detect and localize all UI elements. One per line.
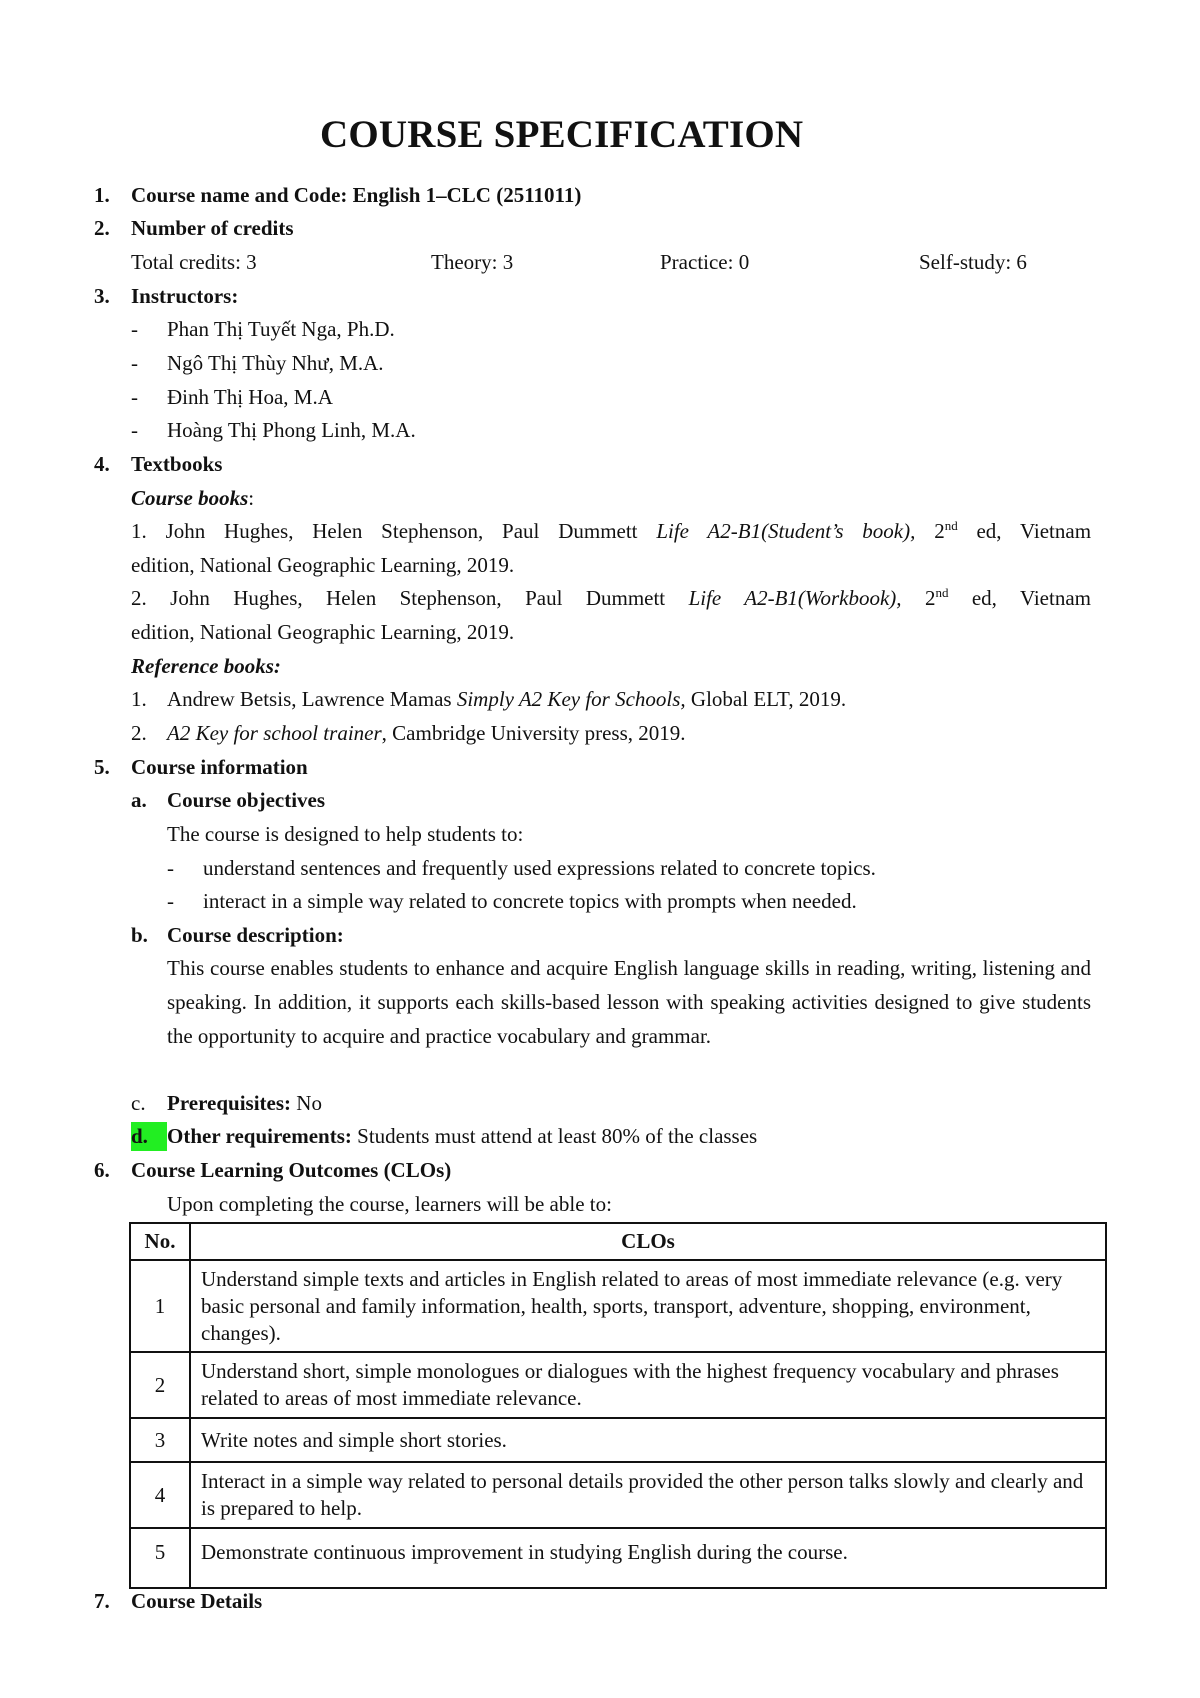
table-header-row <box>130 1223 1106 1260</box>
instructor-item: Hoàng Thị Phong Linh, M.A. <box>167 418 416 442</box>
instructor-item: Đinh Thị Hoa, M.A <box>167 385 333 409</box>
section-7-number: 7. <box>94 1589 110 1613</box>
clo-text: Understand simple texts and articles in English related to areas of most immediate relevance (e.g. very basic personal and family information, health, sports, transport, adventure, shopping, environment, changes). <box>190 1260 1106 1352</box>
instructor-dash: - <box>131 317 138 341</box>
section-4-heading: Textbooks <box>131 452 223 476</box>
reference-book-1-number: 1. <box>131 687 147 711</box>
course-book-1-number: 1. <box>131 519 147 543</box>
course-book-2-edition-suffix: nd <box>935 585 949 600</box>
credits-practice: Practice: 0 <box>660 250 750 274</box>
clo-text: Interact in a simple way related to personal details provided the other person talks slowly and clearly and is prepared to help. <box>190 1462 1106 1528</box>
clo-number: 5 <box>130 1528 190 1588</box>
clo-text: Write notes and simple short stories. <box>190 1418 1106 1462</box>
other-requirements-label: Other requirements: <box>167 1124 352 1148</box>
prerequisites-line <box>167 1089 322 1118</box>
course-book-2-line-2: edition, National Geographic Learning, 2019. <box>131 620 515 644</box>
instructor-dash: - <box>131 418 138 442</box>
subsection-a-heading: Course objectives <box>167 788 326 812</box>
reference-book-2 <box>167 719 686 748</box>
instructor-item: Ngô Thị Thùy Như, M.A. <box>167 351 384 375</box>
clo-text: Understand short, simple monologues or dialogues with the highest frequency vocabulary and phrases related to areas of most immediate relevance. <box>190 1352 1106 1418</box>
reference-books-label: Reference books: <box>131 654 281 678</box>
course-book-1-rest: ed, Vietnam <box>957 519 1092 543</box>
course-book-1-authors: John Hughes, Helen Stephenson, Paul Dummett <box>165 519 638 543</box>
objective-item: interact in a simple way related to concrete topics with prompts when needed. <box>203 889 857 913</box>
clo-number: 2 <box>130 1352 190 1418</box>
reference-book-2-number: 2. <box>131 721 147 745</box>
credits-self-study: Self-study: 6 <box>919 250 1027 274</box>
section-5-heading: Course information <box>131 755 308 779</box>
course-book-1-line-1 <box>131 517 1091 546</box>
table-row <box>130 1462 1106 1528</box>
credits-theory: Theory: 3 <box>431 250 514 274</box>
other-requirements-value: Students must attend at least 80% of the classes <box>351 1124 758 1148</box>
course-book-2-edition: 2 <box>924 586 936 610</box>
subsection-a-letter: a. <box>131 788 147 812</box>
subsection-c-letter: c. <box>131 1091 146 1115</box>
section-3-heading: Instructors: <box>131 284 239 308</box>
course-book-2-line-1 <box>131 584 1091 613</box>
clo-number: 3 <box>130 1418 190 1462</box>
section-2-heading: Number of credits <box>131 216 294 240</box>
section-1-number: 1. <box>94 183 110 207</box>
other-requirements-line <box>167 1122 757 1151</box>
reference-book-1 <box>167 685 846 714</box>
section-6-number: 6. <box>94 1158 110 1182</box>
subsection-b-heading: Course description: <box>167 923 344 947</box>
prerequisites-label: Prerequisites: <box>167 1091 292 1115</box>
reference-book-1-title: Simply A2 Key for Schools, <box>456 687 686 711</box>
section-4-number: 4. <box>94 452 110 476</box>
clo-number: 1 <box>130 1260 190 1352</box>
course-books-label <box>131 484 254 513</box>
table-header-clos: CLOs <box>190 1223 1106 1260</box>
course-book-2-rest: ed, Vietnam <box>948 586 1091 610</box>
course-books-label-text: Course books <box>131 486 249 510</box>
reference-book-1-rest: Global ELT, 2019. <box>685 687 847 711</box>
objective-dash: - <box>167 856 174 880</box>
instructor-item: Phan Thị Tuyết Nga, Ph.D. <box>167 317 395 341</box>
objective-dash: - <box>167 889 174 913</box>
section-7-heading: Course Details <box>131 1589 263 1613</box>
course-book-2-title: Life A2-B1(Workbook), <box>688 586 902 610</box>
subsection-b-letter: b. <box>131 923 148 947</box>
table-row <box>130 1352 1106 1418</box>
subsection-d-letter: d. <box>131 1122 167 1151</box>
course-books-colon: : <box>248 486 255 510</box>
course-book-1-line-2: edition, National Geographic Learning, 2019. <box>131 553 515 577</box>
course-book-1-title: Life A2-B1(Student’s book), <box>656 519 916 543</box>
section-6-heading: Course Learning Outcomes (CLOs) <box>131 1158 452 1182</box>
clos-table <box>129 1222 1107 1589</box>
credits-total: Total credits: 3 <box>131 250 257 274</box>
table-row <box>130 1260 1106 1352</box>
reference-book-2-title: A2 Key for school trainer <box>167 721 382 745</box>
table-row <box>130 1528 1106 1588</box>
document-title: COURSE SPECIFICATION <box>320 113 804 156</box>
clo-text: Demonstrate continuous improvement in studying English during the course. <box>190 1528 1106 1588</box>
table-header-no: No. <box>130 1223 190 1260</box>
section-5-number: 5. <box>94 755 110 779</box>
instructor-dash: - <box>131 385 138 409</box>
course-description-text: This course enables students to enhance and acquire English language skills in reading, writing, listening and speaking. In addition, it supports each skills-based lesson with speaking activities designed to give students the opportunity to acquire and practice vocabulary and grammar. <box>167 956 1091 1048</box>
reference-book-2-rest: , Cambridge University press, 2019. <box>381 721 686 745</box>
reference-book-1-authors: Andrew Betsis, Lawrence Mamas <box>167 687 452 711</box>
subsection-d-letter-wrap <box>131 1122 167 1151</box>
objective-item: understand sentences and frequently used expressions related to concrete topics. <box>203 856 876 880</box>
section-3-number: 3. <box>94 284 110 308</box>
objectives-intro: The course is designed to help students to: <box>167 822 524 846</box>
course-book-2-number: 2. <box>131 586 147 610</box>
clo-number: 4 <box>130 1462 190 1528</box>
course-book-1-edition: 2 <box>934 519 945 543</box>
course-book-2-authors: John Hughes, Helen Stephenson, Paul Dummett <box>170 586 666 610</box>
table-row <box>130 1418 1106 1462</box>
section-1-heading: Course name and Code: English 1–CLC (2511011) <box>131 183 582 207</box>
prerequisites-value: No <box>291 1091 322 1115</box>
clos-intro: Upon completing the course, learners will be able to: <box>167 1192 612 1216</box>
instructor-dash: - <box>131 351 138 375</box>
course-book-1-edition-suffix: nd <box>944 518 958 533</box>
section-2-number: 2. <box>94 216 110 240</box>
